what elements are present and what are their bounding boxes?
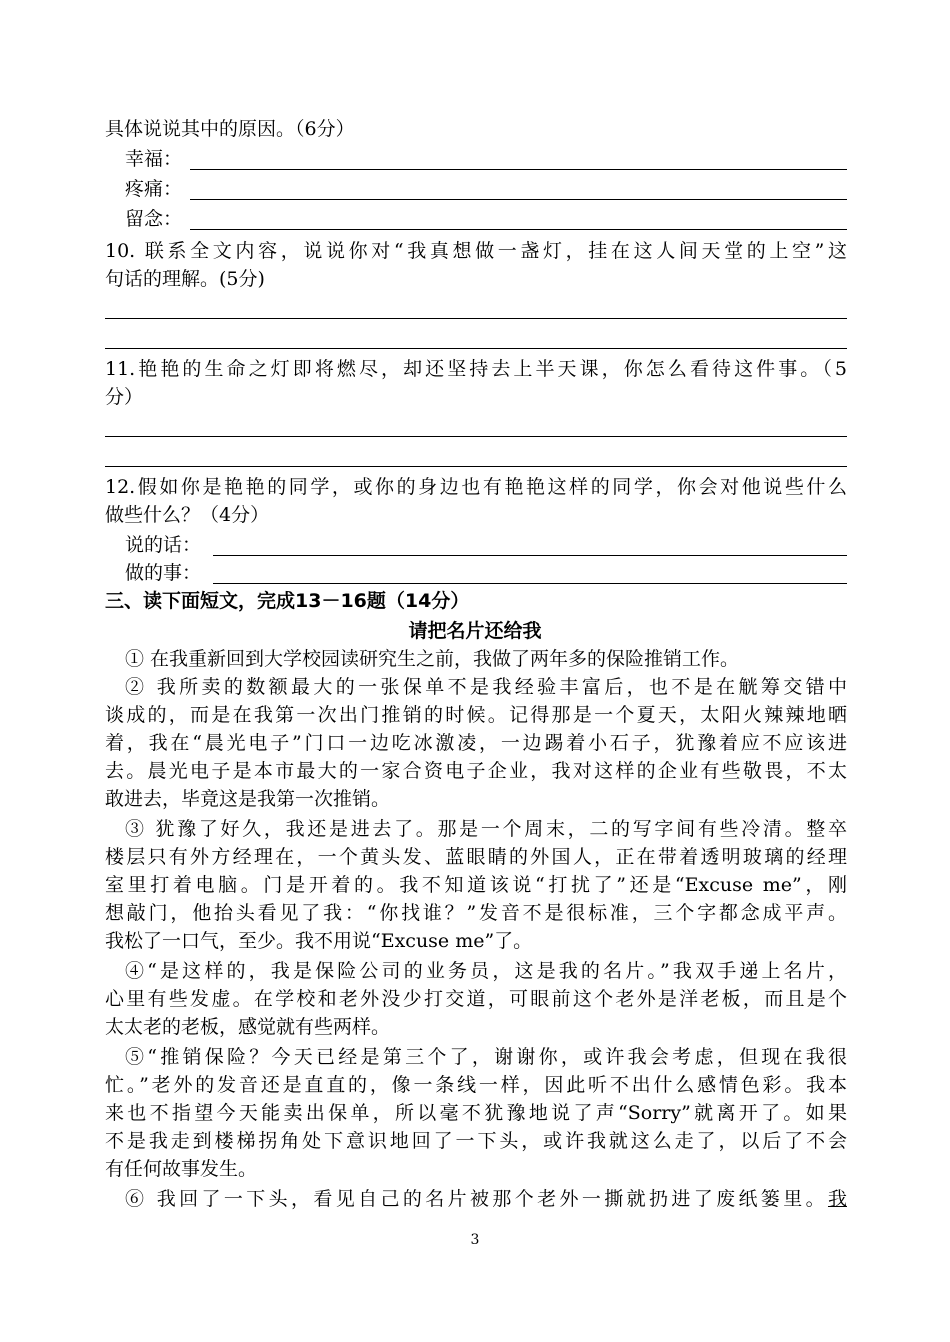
q9-label-pain: 疼痛： — [125, 178, 183, 200]
passage-line: 来也不指望今天能卖出保单，所以毫不犹豫地说了声“Sorry”就离开了。如果 — [105, 1102, 847, 1124]
q9-label-memory: 留念： — [125, 208, 183, 230]
underlined-text: 我 — [827, 1188, 847, 1210]
page-number: 3 — [470, 1232, 480, 1248]
passage-line: 谈成的，而是在我第一次出门推销的时候。记得那是一个夏天，太阳火辣辣地晒 — [105, 704, 847, 726]
q9-label-happiness: 幸福： — [125, 148, 183, 170]
q12-prompt-line2: 做些什么？（4分） — [105, 504, 270, 526]
q9-answer-happiness[interactable] — [125, 146, 847, 172]
passage-line: ② 我所卖的数额最大的一张保单不是我经验丰富后，也不是在觥筹交错中 — [125, 676, 847, 698]
q9-answer-memory[interactable] — [125, 206, 847, 232]
q11-answer-line-1[interactable] — [105, 436, 847, 437]
q12-prompt-line1: 12.假如你是艳艳的同学，或你的身边也有艳艳这样的同学，你会对他说些什么 — [105, 476, 847, 498]
answer-line — [213, 555, 847, 556]
section-heading: 三、读下面短文，完成13－16题（14分） — [105, 590, 470, 612]
q10-answer-line-1[interactable] — [105, 318, 847, 319]
q12-label-say: 说的话： — [125, 534, 202, 556]
answer-line — [190, 199, 847, 200]
passage-line: 想敲门，他抬头看见了我：“你找谁？”发音不是很标准，三个字都念成平声。 — [105, 902, 847, 924]
q9-prompt: 具体说说其中的原因。（6分） — [105, 118, 355, 140]
passage-line: 有任何故事发生。 — [105, 1158, 258, 1180]
passage-line: 敢进去，毕竟这是我第一次推销。 — [105, 788, 391, 810]
q10-prompt-line1: 10. 联系全文内容，说说你对“我真想做一盏灯，挂在这人间天堂的上空”这 — [105, 240, 847, 262]
q9-answer-pain[interactable] — [125, 176, 847, 202]
passage-text: ⑥ 我回了一下头，看见自己的名片被那个老外一撕就扔进了废纸篓里。 — [125, 1188, 828, 1210]
passage-line: 不是我走到楼梯拐角处下意识地回了一下头，或许我就这么走了，以后了不会 — [105, 1130, 847, 1152]
passage-line: 忙。”老外的发音还是直直的，像一条线一样，因此听不出什么感情色彩。我本 — [105, 1074, 847, 1096]
passage-line: 着，我在“晨光电子”门口一边吃冰激凌，一边踢着小石子，犹豫着应不应该进 — [105, 732, 847, 754]
q12-answer-do[interactable] — [125, 560, 847, 586]
q11-prompt-line2: 分） — [105, 386, 144, 408]
passage-line: 太太老的老板，感觉就有些两样。 — [105, 1016, 391, 1038]
passage-line: ① 在我重新回到大学校园读研究生之前，我做了两年多的保险推销工作。 — [125, 648, 740, 670]
passage-line: 楼层只有外方经理在，一个黄头发、蓝眼睛的外国人，正在带着透明玻璃的经理 — [105, 846, 847, 868]
passage-line: 我松了一口气，至少。我不用说“Excuse me”了。 — [105, 930, 533, 952]
q11-answer-line-2[interactable] — [105, 466, 847, 467]
passage-line: ④“是这样的，我是保险公司的业务员，这是我的名片。”我双手递上名片， — [125, 960, 847, 982]
q10-answer-line-2[interactable] — [105, 348, 847, 349]
q12-answer-say[interactable] — [125, 532, 847, 558]
passage-line-last — [125, 1186, 847, 1212]
answer-line — [190, 169, 847, 170]
passage-line: 心里有些发虚。在学校和老外没少打交道，可眼前这个老外是洋老板，而且是个 — [105, 988, 847, 1010]
passage-line: ③ 犹豫了好久，我还是进去了。那是一个周末，二的写字间有些冷清。整卒 — [125, 818, 847, 840]
answer-line — [190, 229, 847, 230]
q11-prompt-line1: 11.艳艳的生命之灯即将燃尽，却还坚持去上半天课，你怎么看待这件事。（5 — [105, 358, 847, 380]
answer-line — [213, 583, 847, 584]
passage-line: ⑤“推销保险？今天已经是第三个了，谢谢你，或许我会考虑，但现在我很 — [125, 1046, 847, 1068]
passage-title: 请把名片还给我 — [408, 620, 542, 642]
q10-prompt-line2: 句话的理解。(5分) — [105, 268, 265, 290]
passage-line: 室里打着电脑。门是开着的。我不知道该说“打扰了”还是“Excuse me”，刚 — [105, 874, 847, 896]
q12-label-do: 做的事： — [125, 562, 202, 584]
passage-line: 去。晨光电子是本市最大的一家合资电子企业，我对这样的企业有些敬畏，不太 — [105, 760, 847, 782]
